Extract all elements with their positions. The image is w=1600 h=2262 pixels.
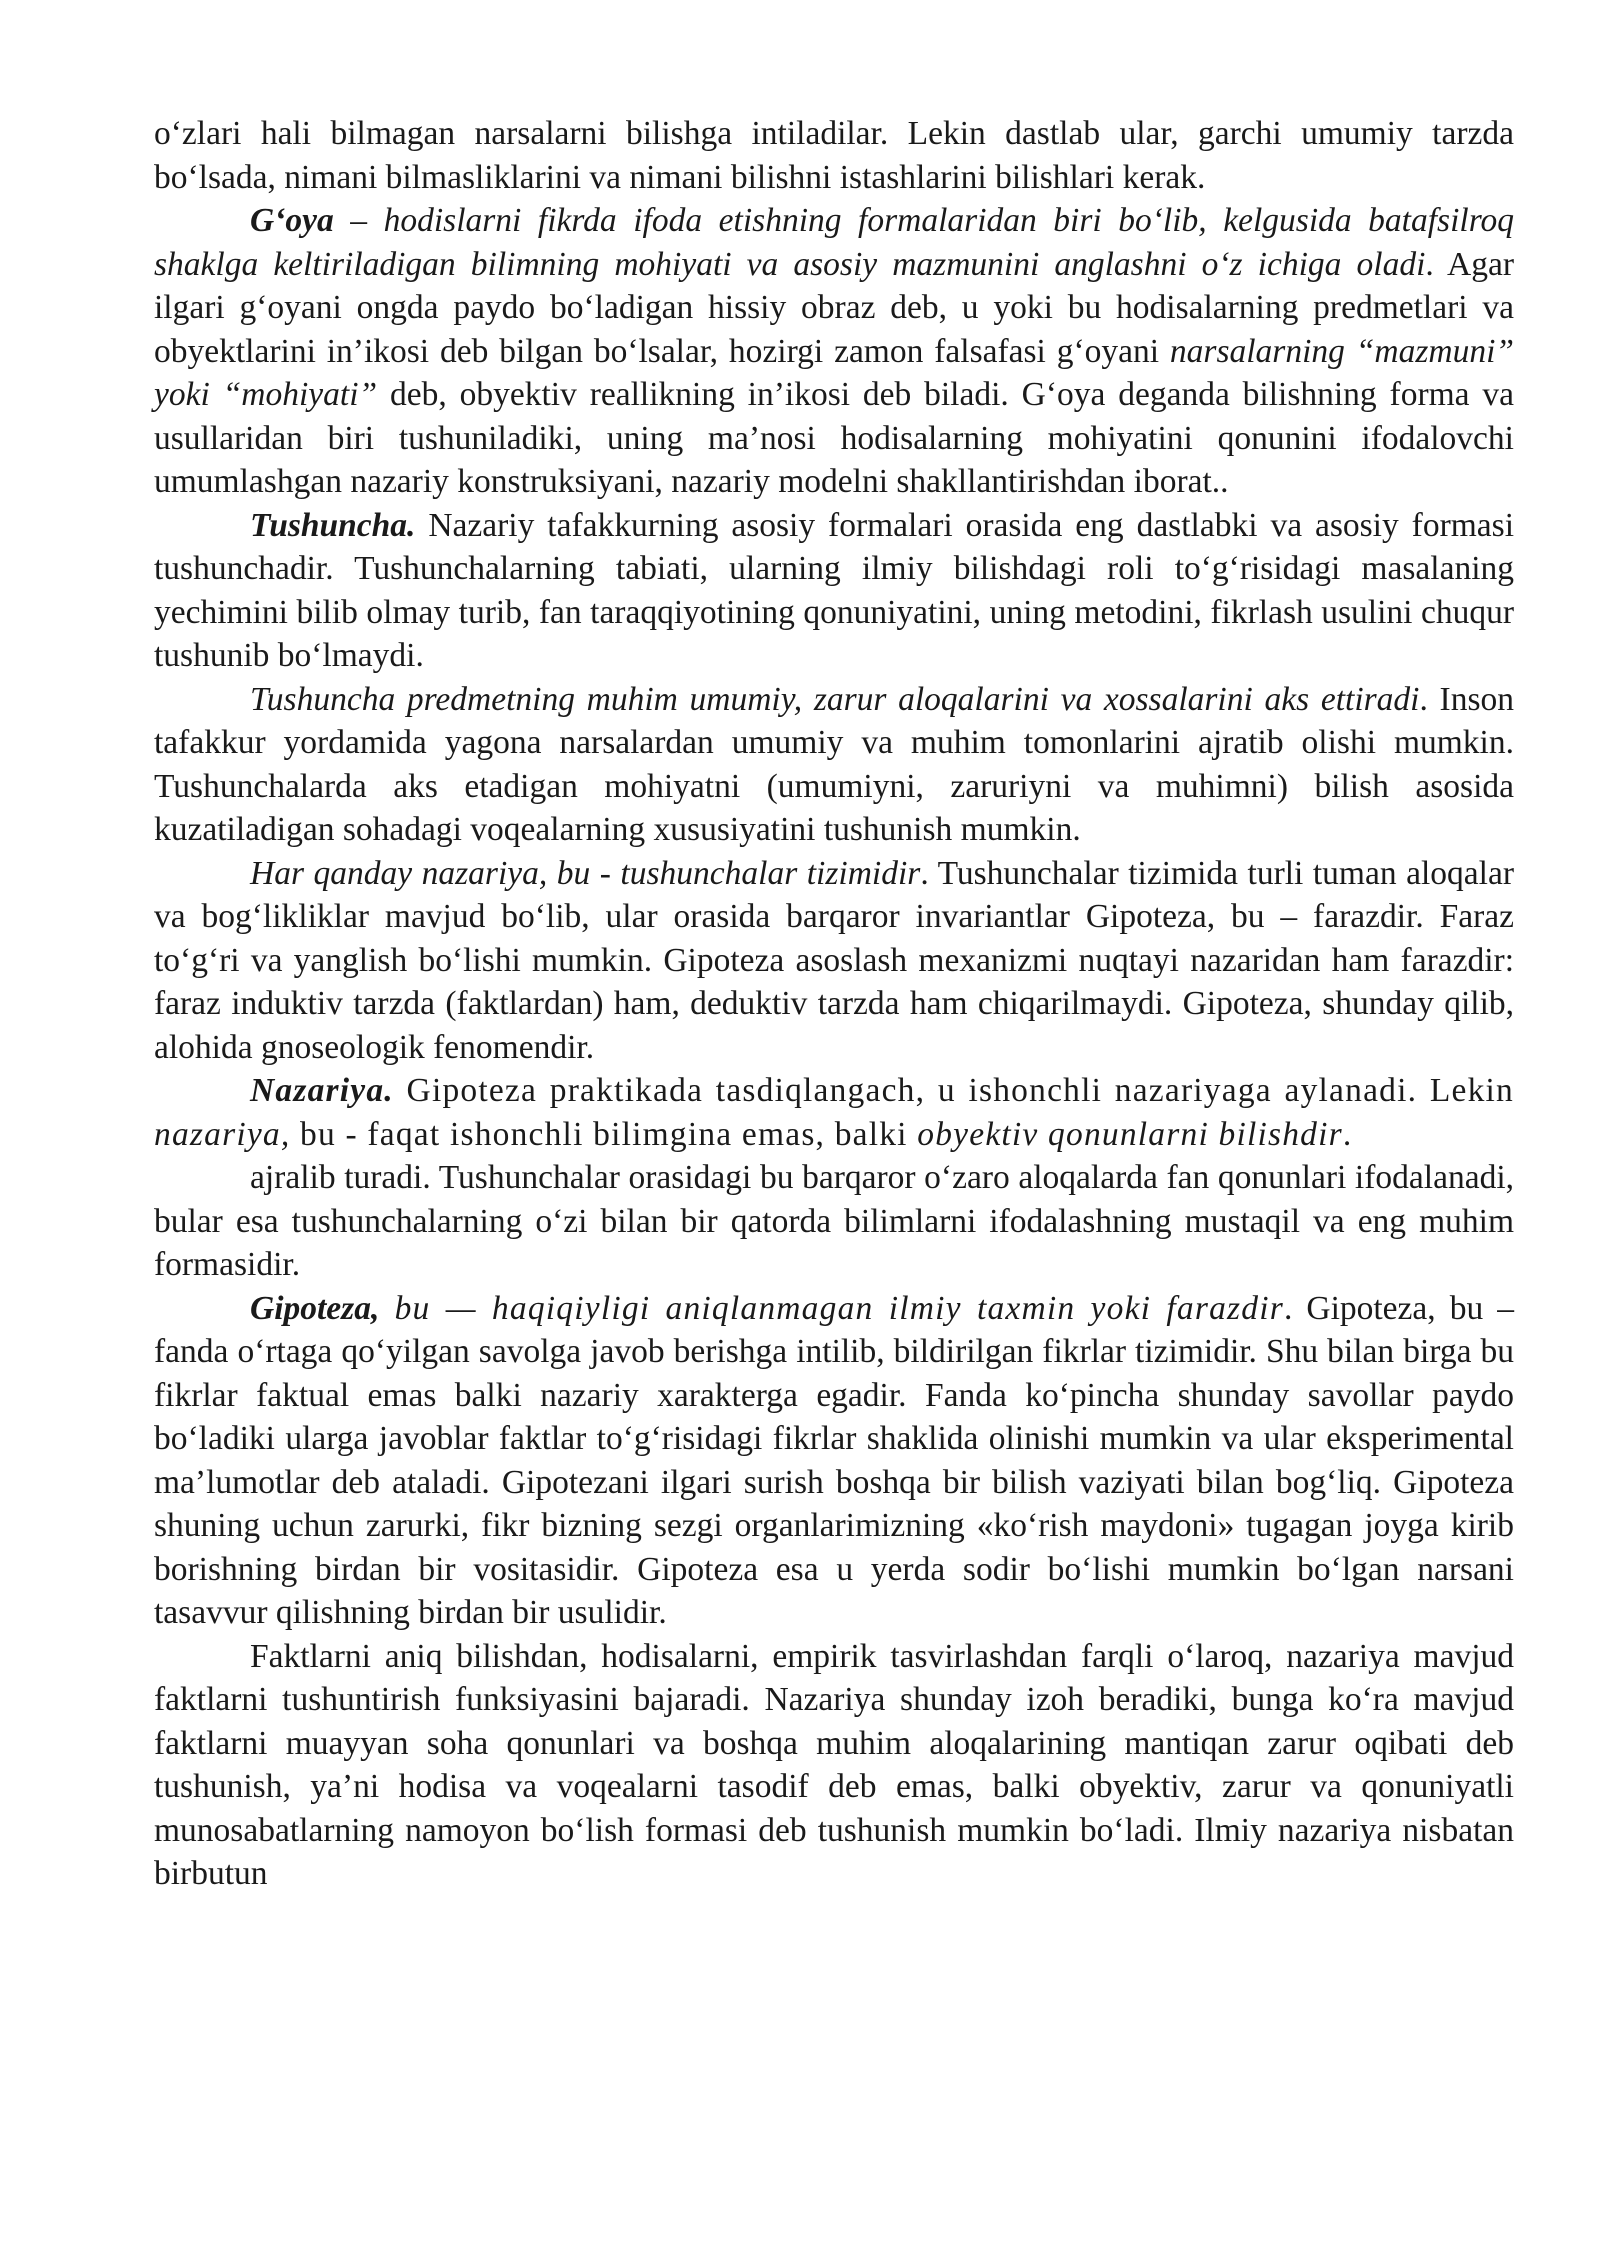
nazariya-text-1: Gipoteza praktikada tasdiqlangach, u ishonchli nazariyaga aylanadi. Lekin bbox=[393, 1072, 1514, 1109]
paragraph-faktlar bbox=[154, 1635, 1514, 1896]
nazariya-text-3: . bbox=[1342, 1115, 1353, 1153]
paragraph-1-text: o‘zlari hali bilmagan narsalarni bilishga intiladilar. Lekin dastlab ular, garchi umumiy tarzda bo‘lsada, nimani bilmasliklarini va nimani bilishni istashlarini bilishlari kerak. bbox=[154, 115, 1514, 196]
goya-italic-phrase: narsalarning “mazmuni” yoki “mohiyati” bbox=[154, 332, 1515, 413]
paragraph-nazariya-system bbox=[154, 852, 1514, 1070]
paragraph-gipoteza bbox=[154, 1287, 1514, 1635]
term-goya: G‘oya bbox=[250, 202, 334, 239]
paragraph-nazariya bbox=[154, 1069, 1514, 1156]
paragraph-ajralib bbox=[154, 1156, 1514, 1287]
goya-definition: – hodislarni fikrda ifoda etishning formalaridan biri bo‘lib, kelgusida batafsilroq shaklga keltiriladigan bilimning mohiyati va asosiy mazmunini anglashni o‘z ichiga oladi bbox=[154, 202, 1514, 283]
term-gipoteza: Gipoteza, bbox=[250, 1289, 380, 1327]
paragraph-1 bbox=[154, 112, 1514, 199]
faktlar-text: Faktlarni aniq bilishdan, hodisalarni, empirik tasvirlashdan farqli o‘laroq, nazariya mavjud faktlarni tushuntirish funksiyasini bajaradi. Nazariya shunday izoh beradiki, bunga ko‘ra mavjud faktlarni muayyan soha qonunlari va boshqa muhim aloqalarining mantiqan zarur oqibati deb tushunish, ya’ni hodisa va voqealarni tasodif deb emas, balki obyektiv, zarur va qonuniyatli munosabatlarning namoyon bo‘lish formasi deb tushunish mumkin bo‘ladi. Ilmiy nazariya nisbatan birbutun bbox=[154, 1637, 1514, 1892]
goya-text-2: deb, obyektiv reallikning in’ikosi deb biladi. G‘oya deganda bilishning forma va usullaridan biri tushuniladiki, uning ma’nosi hodisalarning mohiyatini qonunini ifodalovchi umumlashgan nazariy konstruksiyani, nazariy modelni shakllantirishdan iborat.. bbox=[154, 376, 1514, 500]
tushuncha-italic-definition: Tushuncha predmetning muhim umumiy, zarur aloqalarini va xossalarini aks ettiradi bbox=[250, 680, 1420, 718]
nazariya-italic-2: obyektiv qonunlarni bilishdir bbox=[917, 1115, 1343, 1153]
gipoteza-text: . Gipoteza, bu – fanda o‘rtaga qo‘yilgan savolga javob berishga intilib, bildirilgan fikrlar tizimidir. Shu bilan birga bu fikrlar faktual emas balki nazariy xarakterga egadir. Fanda ko‘pincha shunday savollar paydo bo‘ladiki ularga javoblar faktlar to‘g‘risidagi fikrlar shaklida olinishi mumkin va ular eksperimental ma’lumotlar deb ataladi. Gipotezani ilgari surish boshqa bir bilish vaziyati bilan bog‘liq. Gipoteza shuning uchun zarurki, fikr bizning sezgi organlarimizning «ko‘rish maydoni» tugagan joyga kirib borishning birdan bir vositasidir. Gipoteza esa u yerda sodir bo‘lishi mumkin bo‘lgan narsani tasavvur qilishning birdan bir usulidir. bbox=[154, 1289, 1514, 1631]
paragraph-tushuncha bbox=[154, 504, 1514, 678]
nazariya-system-italic: Har qanday nazariya, bu - tushunchalar tizimidir bbox=[250, 854, 921, 892]
ajralib-text: ajralib turadi. Tushunchalar orasidagi bu barqaror o‘zaro aloqalarda fan qonunlari ifodalanadi, bular esa tushunchalarning o‘zi bilan bir qatorda bilimlarni ifodalashning mustaqil va eng muhim formasidir. bbox=[154, 1159, 1514, 1283]
paragraph-goya bbox=[154, 199, 1514, 504]
goya-text-1: . Agar ilgari g‘oyani ongda paydo bo‘ladigan hissiy obraz deb, u yoki bu hodisalarning predmetlari va obyektlarini in’ikosi deb bilgan bo‘lsalar, hozirgi zamon falsafasi g‘oyani bbox=[154, 245, 1514, 370]
term-nazariya: Nazariya. bbox=[250, 1072, 394, 1109]
paragraph-tushuncha-definition bbox=[154, 678, 1514, 852]
nazariya-system-text: . Tushunchalar tizimida turli tuman aloqalar va bog‘likliklar mavjud bo‘lib, ular orasida barqaror invariantlar Gipoteza, bu – farazdir. Faraz to‘g‘ri va yanglish bo‘lishi mumkin. Gipoteza asoslash mexanizmi nuqtayi nazaridan ham farazdir: faraz induktiv tarzda (faktlardan) ham, deduktiv tarzda ham chiqarilmaydi. Gipoteza, shunday qilib, alohida gnoseologik fenomendir. bbox=[154, 854, 1514, 1066]
term-tushuncha: Tushuncha. bbox=[250, 506, 416, 544]
document-page bbox=[154, 112, 1514, 1896]
nazariya-text-2: bu - faqat ishonchli bilimgina emas, balki bbox=[290, 1115, 918, 1153]
tushuncha-definition-text: . Inson tafakkur yordamida yagona narsalardan umumiy va muhim tomonlarini ajratib olishi mumkin. Tushunchalarda aks etadigan mohiyatni (umumiyni, zaruriyni va muhimni) bilish asosida kuzatiladigan sohadagi voqealarning xususiyatini tushunish mumkin. bbox=[154, 680, 1514, 848]
tushuncha-text: Nazariy tafakkurning asosiy formalari orasida eng dastlabki va asosiy formasi tushunchadir. Tushunchalarning tabiati, ularning ilmiy bilishdagi roli to‘g‘risidagi masalaning yechimini bilib olmay turib, fan taraqqiyotining qonuniyatini, uning metodini, fikrlash usulini chuqur tushunib bo‘lmaydi. bbox=[154, 506, 1514, 674]
gipoteza-italic-definition: bu — haqiqiyligi aniqlanmagan ilmiy taxmin yoki farazdir bbox=[379, 1289, 1284, 1327]
nazariya-italic-1: nazariya, bbox=[154, 1115, 291, 1153]
